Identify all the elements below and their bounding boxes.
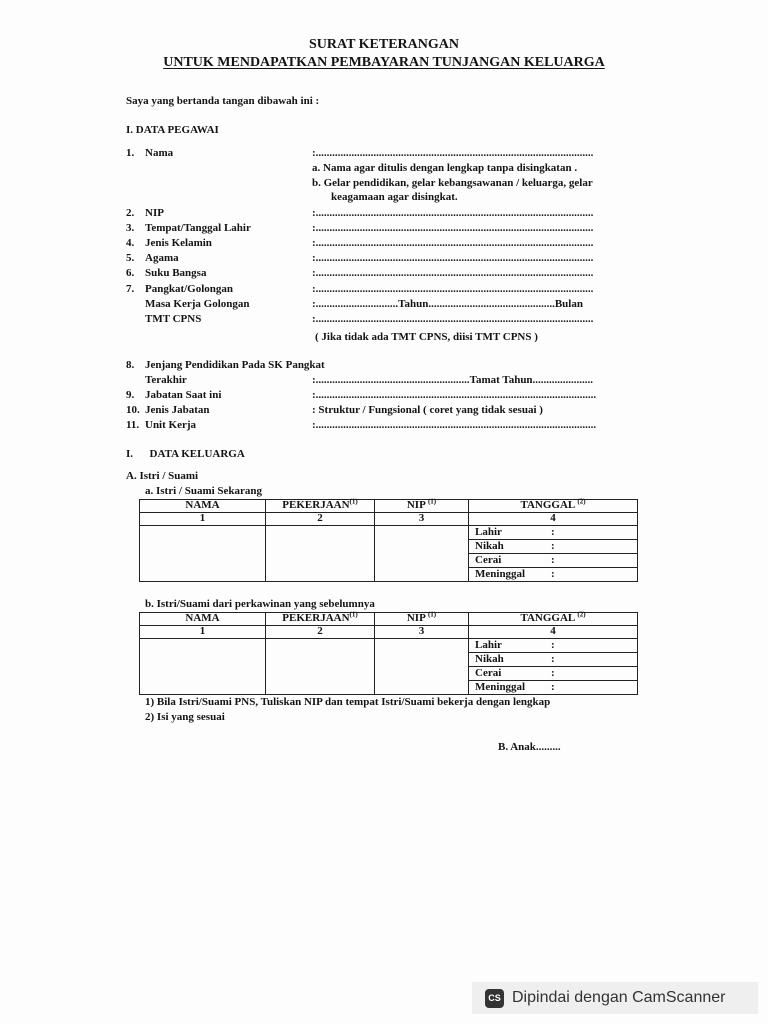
- field-label-jenjang-cont: Terakhir: [145, 374, 187, 386]
- table-istri-suami-sekarang: [139, 499, 638, 582]
- field-label-jenjang: Jenjang Pendidikan Pada SK Pangkat: [145, 359, 325, 371]
- col-number: 3: [375, 513, 469, 526]
- field-agama-input[interactable]: :.....................................................................................................: [312, 252, 594, 264]
- section-data-keluarga-heading: I. DATA KELUARGA: [126, 448, 245, 460]
- col-header-pekerjaan: PEKERJAAN$^{(1)}$: [266, 613, 375, 626]
- field-label-nip: NIP: [145, 207, 164, 219]
- field-number: 11.: [126, 419, 140, 431]
- cell-pekerjaan[interactable]: [266, 639, 375, 695]
- document-title: SURAT KETERANGAN: [308, 37, 459, 52]
- field-number: 10.: [126, 404, 140, 416]
- date-row-meninggal: Meninggal :: [475, 680, 555, 693]
- cell-pekerjaan[interactable]: [266, 526, 375, 582]
- field-jenis-jabatan-value: : Struktur / Fungsional ( coret yang tidak sesuai ): [312, 404, 543, 416]
- col-number: 1: [140, 513, 266, 526]
- intro-text: Saya yang bertanda tangan dibawah ini :: [126, 95, 320, 107]
- field-label-jabatan: Jabatan Saat ini: [145, 389, 222, 401]
- col-number: 4: [469, 513, 638, 526]
- nama-note-b: b. Gelar pendidikan, gelar kebangsawanan / keluarga, gelar: [312, 177, 593, 189]
- col-header-tanggal: TANGGAL $^{(2)}$: [469, 500, 638, 513]
- date-row-cerai: Cerai :: [469, 554, 637, 568]
- field-jenjang-input[interactable]: :........................................................Tamat Tahun......................: [312, 374, 594, 386]
- field-label-pangkat: Pangkat/Golongan: [145, 283, 234, 295]
- cell-nama[interactable]: [140, 526, 266, 582]
- cell-tanggal[interactable]: [469, 526, 638, 582]
- nama-note-a: a. Nama agar ditulis dengan lengkap tanpa disingkatan .: [312, 162, 578, 174]
- section-data-pegawai-heading: I. DATA PEGAWAI: [126, 124, 219, 136]
- field-label-tmt-cpns: TMT CPNS: [145, 313, 202, 325]
- field-unit-kerja-input[interactable]: :......................................................................................................: [312, 419, 597, 431]
- document-subtitle: UNTUK MENDAPATKAN PEMBAYARAN TUNJANGAN KELUARGA: [163, 55, 605, 70]
- camscanner-icon: CS: [485, 989, 504, 1008]
- col-header-tanggal: TANGGAL $^{(2)}$: [469, 613, 638, 626]
- col-header-nip: NIP $^{(1)}$: [375, 613, 469, 626]
- camscanner-watermark: [472, 982, 758, 1014]
- col-header-nama: NAMA: [140, 613, 266, 626]
- col-number: 2: [266, 513, 375, 526]
- field-label-jenis-kelamin: Jenis Kelamin: [145, 237, 212, 249]
- date-row-nikah: Nikah :: [469, 540, 637, 554]
- cell-nip[interactable]: [375, 526, 469, 582]
- field-nama-input[interactable]: :.....................................................................................................: [312, 147, 594, 159]
- date-row-meninggal: Meninggal :: [475, 567, 555, 580]
- watermark-text: Dipindai dengan CamScanner: [512, 989, 726, 1006]
- cell-nip[interactable]: [375, 639, 469, 695]
- col-header-pekerjaan: PEKERJAAN$^{(1)}$: [266, 500, 375, 513]
- cell-tanggal[interactable]: [469, 639, 638, 695]
- field-label-unit-kerja: Unit Kerja: [145, 419, 197, 431]
- col-number: 3: [375, 626, 469, 639]
- field-suku-bangsa-input[interactable]: :.....................................................................................................: [312, 267, 594, 279]
- field-number: 2.: [126, 207, 135, 219]
- field-masa-kerja-input[interactable]: :..............................Tahun..............................................Bulan: [312, 298, 583, 310]
- subsection-a-b-heading: b. Istri/Suami dari perkawinan yang sebelumnya: [145, 598, 375, 610]
- field-number: 7.: [126, 283, 135, 295]
- col-header-nip: NIP $^{(1)}$: [375, 500, 469, 513]
- date-row-nikah: Nikah :: [469, 653, 637, 667]
- date-row-lahir: Lahir :: [469, 639, 637, 653]
- tmt-note: ( Jika tidak ada TMT CPNS, diisi TMT CPNS ): [315, 331, 538, 343]
- subsection-b-heading: B. Anak.........: [498, 741, 561, 753]
- date-row-lahir: Lahir :: [469, 526, 637, 540]
- field-label-masa-kerja: Masa Kerja Golongan: [145, 298, 250, 310]
- field-nip-input[interactable]: :.....................................................................................................: [312, 207, 594, 219]
- field-tmt-cpns-input[interactable]: :.....................................................................................................: [312, 313, 594, 325]
- nama-note-b-cont: keagamaan agar disingkat.: [331, 191, 458, 203]
- col-header-nama: NAMA: [140, 500, 266, 513]
- field-label-suku-bangsa: Suku Bangsa: [145, 267, 207, 279]
- col-number: 1: [140, 626, 266, 639]
- table-istri-suami-sebelumnya: [139, 612, 638, 695]
- field-ttl-input[interactable]: :.....................................................................................................: [312, 222, 594, 234]
- date-row-cerai: Cerai :: [469, 667, 637, 681]
- col-number: 4: [469, 626, 638, 639]
- footnote-2: 2) Isi yang sesuai: [145, 711, 225, 723]
- col-number: 2: [266, 626, 375, 639]
- subsection-a-heading: A. Istri / Suami: [126, 470, 199, 482]
- field-label-nama: Nama: [145, 147, 174, 159]
- field-label-ttl: Tempat/Tanggal Lahir: [145, 222, 251, 234]
- field-label-agama: Agama: [145, 252, 179, 264]
- field-number: 9.: [126, 389, 135, 401]
- cell-nama[interactable]: [140, 639, 266, 695]
- field-number: 4.: [126, 237, 135, 249]
- subsection-a-a-heading: a. Istri / Suami Sekarang: [145, 485, 263, 497]
- field-number: 1.: [126, 147, 135, 159]
- field-number: 5.: [126, 252, 135, 264]
- field-number: 6.: [126, 267, 135, 279]
- footnote-1: 1) Bila Istri/Suami PNS, Tuliskan NIP dan tempat Istri/Suami bekerja dengan lengkap: [145, 696, 551, 708]
- field-label-jenis-jabatan: Jenis Jabatan: [145, 404, 210, 416]
- field-jabatan-input[interactable]: :......................................................................................................: [312, 389, 597, 401]
- field-pangkat-input[interactable]: :.....................................................................................................: [312, 283, 594, 295]
- field-number: 8.: [126, 359, 135, 371]
- field-jenis-kelamin-input[interactable]: :.....................................................................................................: [312, 237, 594, 249]
- field-number: 3.: [126, 222, 135, 234]
